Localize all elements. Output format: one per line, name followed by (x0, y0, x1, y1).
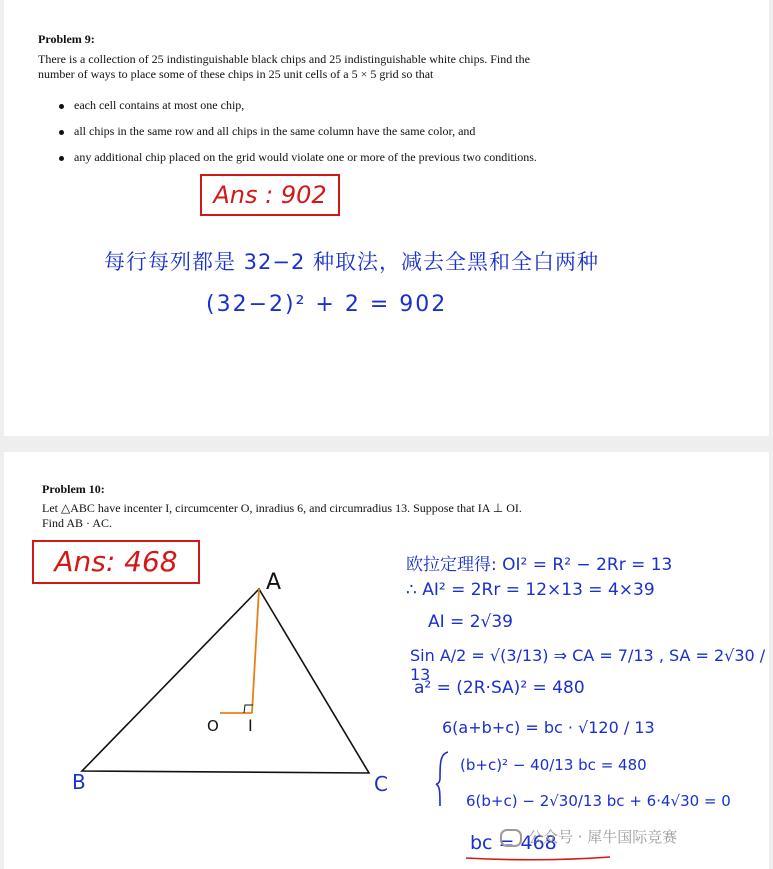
watermark (500, 826, 677, 847)
problem-9-bullet-2 (59, 124, 475, 139)
wechat-icon (500, 829, 522, 847)
work-line-2: ∴ AI² = 2Rr = 12×13 = 4×39 (406, 580, 655, 600)
segment-ai (252, 589, 259, 713)
work-line-5: a² = (2R·SA)² = 480 (414, 678, 585, 698)
problem-9-bullet-1 (59, 98, 244, 113)
work-line-9: bc = 468 (470, 832, 557, 854)
problem-9-heading: Problem 9: (38, 32, 95, 46)
problem-9-handwritten-formula: (32−2)² + 2 = 902 (206, 292, 448, 317)
work-line-3: AI = 2√39 (428, 612, 513, 632)
bullet-text: all chips in the same row and all chips in the same column have the same color, and (74, 124, 476, 138)
work-line-6: 6(a+b+c) = bc · √120 / 13 (442, 718, 655, 737)
problem-10-answer: Ans: 468 (32, 540, 200, 584)
problem-9-answer: Ans : 902 (200, 174, 340, 216)
work-line-7: (b+c)² − 40/13 bc = 480 (460, 756, 647, 774)
work-line-8: 6(b+c) − 2√30/13 bc + 6·4√30 = 0 (466, 792, 731, 810)
problem-9-statement-line2: number of ways to place some of these chips in 25 unit cells of a 5 × 5 grid so that (38, 67, 434, 81)
page-problem-10 (4, 452, 769, 869)
problem-10-statement-line2: Find AB · AC. (42, 516, 113, 530)
problem-10-statement-line1: Let △ABC have incenter I, circumcenter O, inradius 6, and circumradius 13. Suppose that IA ⊥ OI. (42, 501, 522, 515)
label-c: C (374, 772, 388, 796)
label-b: B (72, 770, 86, 794)
label-i: I (248, 716, 253, 735)
label-o: O (207, 717, 219, 735)
label-a: A (266, 570, 282, 595)
page-problem-9 (4, 0, 769, 436)
triangle-diagram (4, 452, 424, 869)
bullet-text: any additional chip placed on the grid would violate one or more of the previous two conditions. (74, 150, 537, 164)
bullet-dot (59, 156, 64, 161)
triangle-abc (82, 589, 369, 773)
bullet-dot (59, 104, 64, 109)
problem-10-heading: Problem 10: (42, 482, 105, 496)
problem-9-statement-line1: There is a collection of 25 indistinguishable black chips and 25 indistinguishable white chips. Find the (38, 52, 530, 66)
watermark-text: 公众号 · 犀牛国际竞赛 (528, 828, 678, 846)
system-brace (434, 750, 454, 810)
bullet-text: each cell contains at most one chip, (74, 98, 245, 112)
problem-9-bullet-3 (59, 150, 537, 165)
work-line-4: Sin A/2 = √(3/13) ⇒ CA = 7/13 , SA = 2√30 / 13 (410, 646, 766, 684)
problem-9-handwritten-note: 每行每列都是 32−2 种取法，减去全黑和全白两种 (104, 250, 600, 274)
work-line-1: 欧拉定理得: OI² = R² − 2Rr = 13 (406, 555, 673, 575)
bullet-dot (59, 130, 64, 135)
answer-underline (464, 854, 614, 864)
